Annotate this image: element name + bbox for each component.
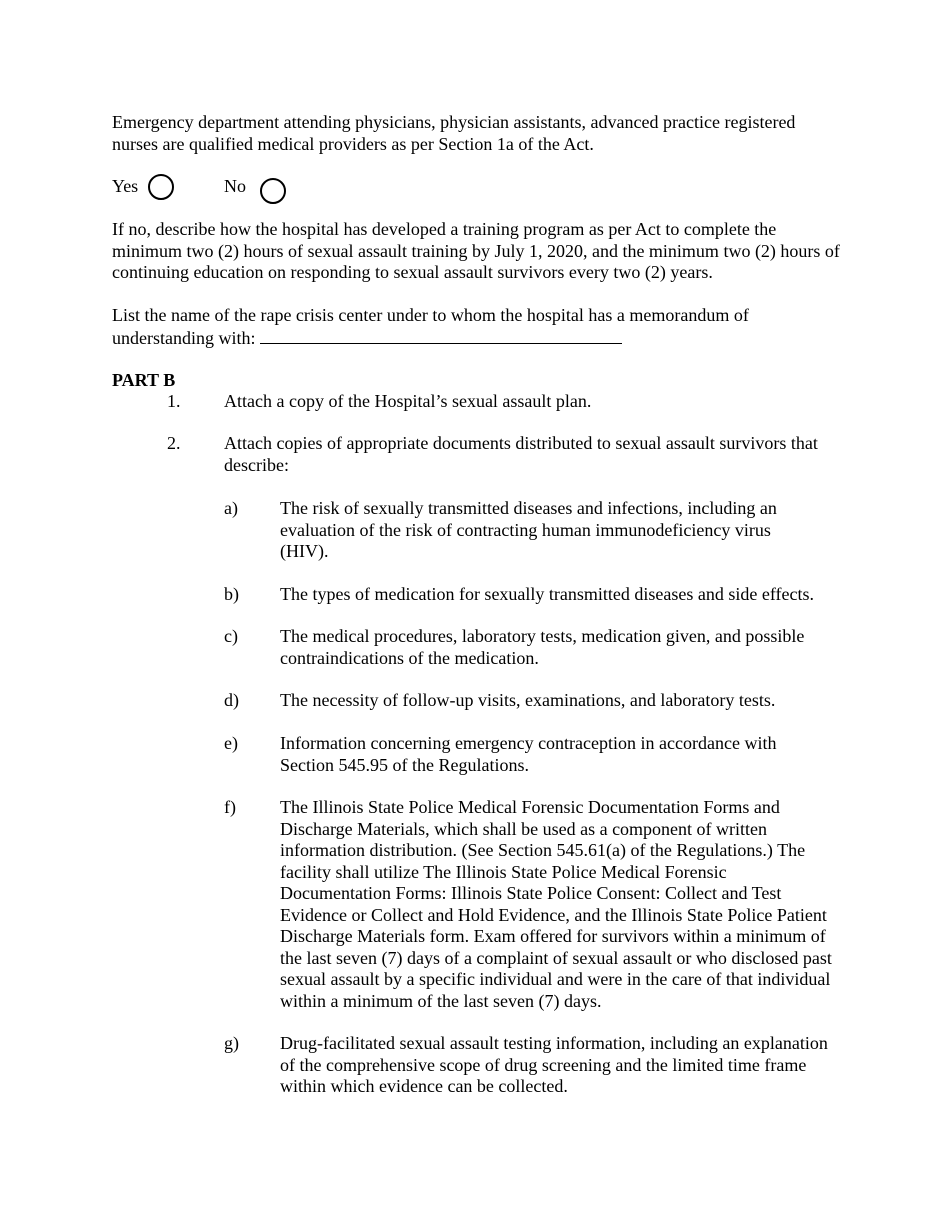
rape-crisis-center-question (112, 305, 842, 349)
subitem-text: Information concerning emergency contraception in accordance with Section 545.95 of the Regulations. (280, 733, 777, 775)
item-text: Attach a copy of the Hospital’s sexual assault plan. (224, 391, 592, 411)
subitem-letter: a) (224, 498, 238, 518)
item-number: 1. (167, 391, 181, 411)
rape-crisis-center-field[interactable] (260, 327, 622, 344)
no-radio[interactable] (260, 178, 286, 204)
subitem-text: Drug-facilitated sexual assault testing information, including an explanation of the comprehensive scope of drug screening and the limited time frame within which evidence can be collected. (280, 1033, 828, 1096)
subitem-text: The medical procedures, laboratory tests, medication given, and possible contraindications of the medication. (280, 626, 805, 668)
subitem-letter: b) (224, 584, 239, 604)
rape-crisis-center-prompt: List the name of the rape crisis center under to whom the hospital has a memorandum of understanding with: (112, 305, 749, 348)
training-program-instructions: If no, describe how the hospital has developed a training program as per Act to complete the minimum two (2) hours of sexual assault training by July 1, 2020, and the minimum two (2) hours of continuing education on responding to sexual assault survivors every two (2) years. (112, 219, 840, 282)
subitem-letter: e) (224, 733, 238, 753)
yes-no-radio-group (112, 174, 412, 204)
subitem-text: The Illinois State Police Medical Forensic Documentation Forms and Discharge Materials, which shall be used as a component of written information distribution. (See Section 545.61(a) of the Regulations.) The facility shall utilize The Illinois State Police Medical Forensic Documentation Forms: Illinois State Police Consent: Collect and Test Evidence or Collect and Hold Evidence, and the Illinois State Police Patient Discharge Materials form. Exam offered for survivors within a minimum of the last seven (7) days of a complaint of sexual assault or who disclosed past sexual assault by a specific individual and were in the care of that individual within a minimum of the last seven (7) days. (280, 797, 832, 1011)
subitem-letter: f) (224, 797, 236, 817)
qualified-providers-statement: Emergency department attending physicians, physician assistants, advanced practice registered nurses are qualified medical providers as per Section 1a of the Act. (112, 112, 796, 154)
yes-label: Yes (112, 176, 139, 196)
subitem-letter: g) (224, 1033, 239, 1053)
no-label: No (224, 176, 246, 196)
subitem-letter: d) (224, 690, 239, 710)
yes-radio[interactable] (148, 174, 174, 200)
part-b-heading: PART B (112, 370, 176, 390)
subitem-text: The necessity of follow-up visits, examinations, and laboratory tests. (280, 690, 776, 710)
subitem-text: The risk of sexually transmitted diseases and infections, including an evaluation of the risk of contracting human immunodeficiency virus (HIV). (280, 498, 777, 561)
item-number: 2. (167, 433, 181, 453)
item-text: Attach copies of appropriate documents distributed to sexual assault survivors that describe: (224, 433, 818, 475)
subitem-letter: c) (224, 626, 238, 646)
subitem-text: The types of medication for sexually transmitted diseases and side effects. (280, 584, 815, 604)
